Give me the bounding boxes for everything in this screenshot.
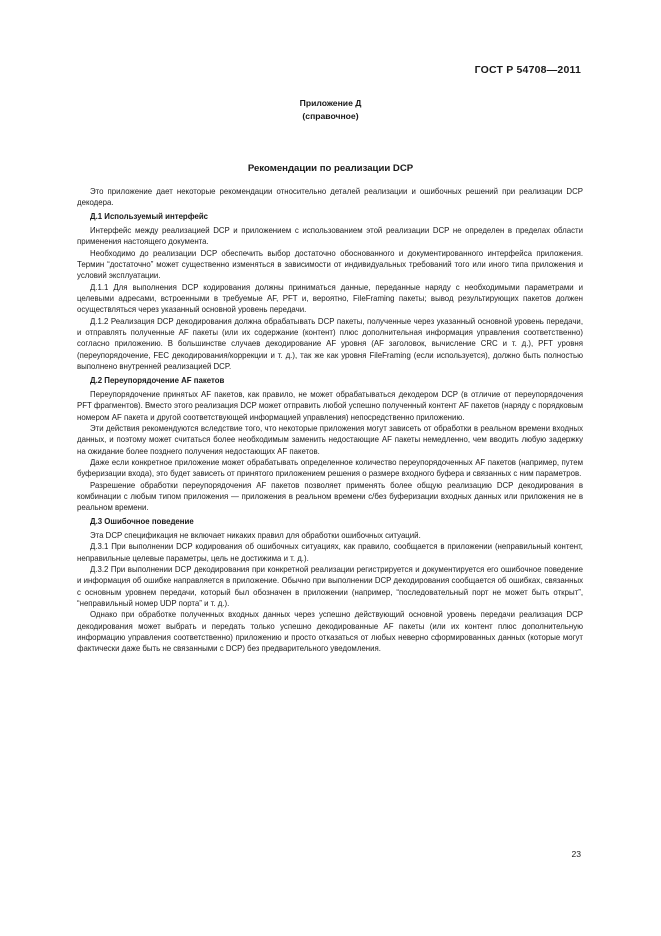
paragraph: Даже если конкретное приложение может обрабатывать определенное количество переупорядоченных AF пакетов (например, путем буферизации входа), это будет зависеть от принятого приложением решения о размере входного буфера и связанных с ним параметров.	[77, 457, 583, 479]
paragraph: Д.3.2 При выполнении DCP декодирования при конкретной реализации регистрируется и документируется его ошибочное поведение и информация об ошибке направляется в приложение. Обычно при выполнении DCP декодирования сообщается об ошибках, связанных с основным уровнем передачи, который был обозначен в приложении (например, “последовательный порт не может быть открыт”, “неправильный номер UDP порта” и т. д.).	[77, 565, 583, 609]
annex-label: Приложение Д	[299, 98, 362, 108]
paragraph: Интерфейс между реализацией DCP и приложением с использованием этой реализации DCP не определен в пределах области применения настоящего документа.	[77, 226, 583, 247]
intro-paragraph: Это приложение дает некоторые рекомендации относительно деталей реализации и ошибочных решений при реализации DCP декодера.	[77, 187, 583, 208]
paragraph: Эта DCP спецификация не включает никаких правил для обработки ошибочных ситуаций.	[90, 530, 421, 540]
section-heading-d1: Д.1 Используемый интерфейс	[90, 211, 209, 221]
paragraph: Д.3.1 При выполнении DCP кодирования об ошибочных ситуациях, как правило, сообщается в приложении (неправильный контент, неправильные целевые параметры, цель не достижима и т. д.).	[77, 542, 583, 563]
paragraph: Необходимо до реализации DCP обеспечить выбор достаточно обоснованного и документированного интерфейса приложения. Термин “достаточно” может существенно изменяться в зависимости от индивидуальных требований того или иного типа приложения и условий эксплуатации.	[77, 248, 583, 281]
annex-type: (справочное)	[302, 110, 359, 121]
section-heading-d3: Д.3 Ошибочное поведение	[90, 516, 194, 526]
paragraph: Д.1.2 Реализация DCP декодирования должна обрабатывать DCP пакеты, полученные через указанный основной уровень передачи, и отправлять полученные AF пакеты (или их содержание (контент) плюс дополнительная информация управления соответственно) согласно приложению. В большинстве случаев декодирование AF уровня (AF заголовок, вычисление CRC и т. д.), PFT уровня (переупорядочение, FEC декодирования/коррекции и т. д.), так же как уровня FileFraming (если используется), должно быть полностью выполнено внутренней реализацией DCP.	[77, 316, 583, 372]
annex-title: Рекомендации по реализации DCP	[247, 163, 414, 174]
annex-heading	[0, 97, 661, 122]
document-number: ГОСТ Р 54708—2011	[474, 64, 581, 76]
paragraph: Д.1.1 Для выполнения DCP кодирования должны приниматься данные, переданные наряду с необходимыми параметрами и целевыми адресами, встроенными в требуемые AF, PFT и, вероятно, FileFraming пакеты; вывод результирующих пакетов должен осуществляться через указанный основной уровень передачи.	[77, 282, 583, 315]
paragraph: Переупорядочение принятых AF пакетов, как правило, не может обрабатываться декодером DCP (в отличие от переупорядочения PFT фрагментов). Вместо этого реализация DCP может отправить любой успешно полученный контент AF пакетов (наряду с порядковым номером AF пакета и другой соответствующей информацией управления) непосредственно приложению.	[77, 389, 583, 422]
section-heading-d2: Д.2 Переупорядочение AF пакетов	[90, 375, 225, 385]
paragraph: Разрешение обработки переупорядочения AF пакетов позволяет применять более общую реализацию DCP декодирования в комбинации с любым типом приложения — приложения в реальном времени с/без буферизации входных данных или приложения не в реальном времени.	[77, 480, 583, 513]
document-body	[77, 186, 583, 655]
page-number: 23	[571, 849, 581, 859]
paragraph: Однако при обработке полученных входных данных через успешно действующий основной уровень передачи реализация DCP декодирования может выбрать и передать только успешно декодированные AF пакеты (или их контент плюс дополнительную информацию управления соответственно) приложению и просто отказаться от любых неверно сформированных данных (которые могут фактически даже быть не связанными с DCP) без предварительного уведомления.	[77, 610, 583, 654]
paragraph: Эти действия рекомендуются вследствие того, что некоторые приложения могут зависеть от обработки в реальном времени входных данных, и поэтому может считаться более необходимым заменить недостающие AF пакеты немедленно, чем вводить любую задержку на ожидание более позднего получения недостающих AF пакетов.	[77, 423, 583, 456]
